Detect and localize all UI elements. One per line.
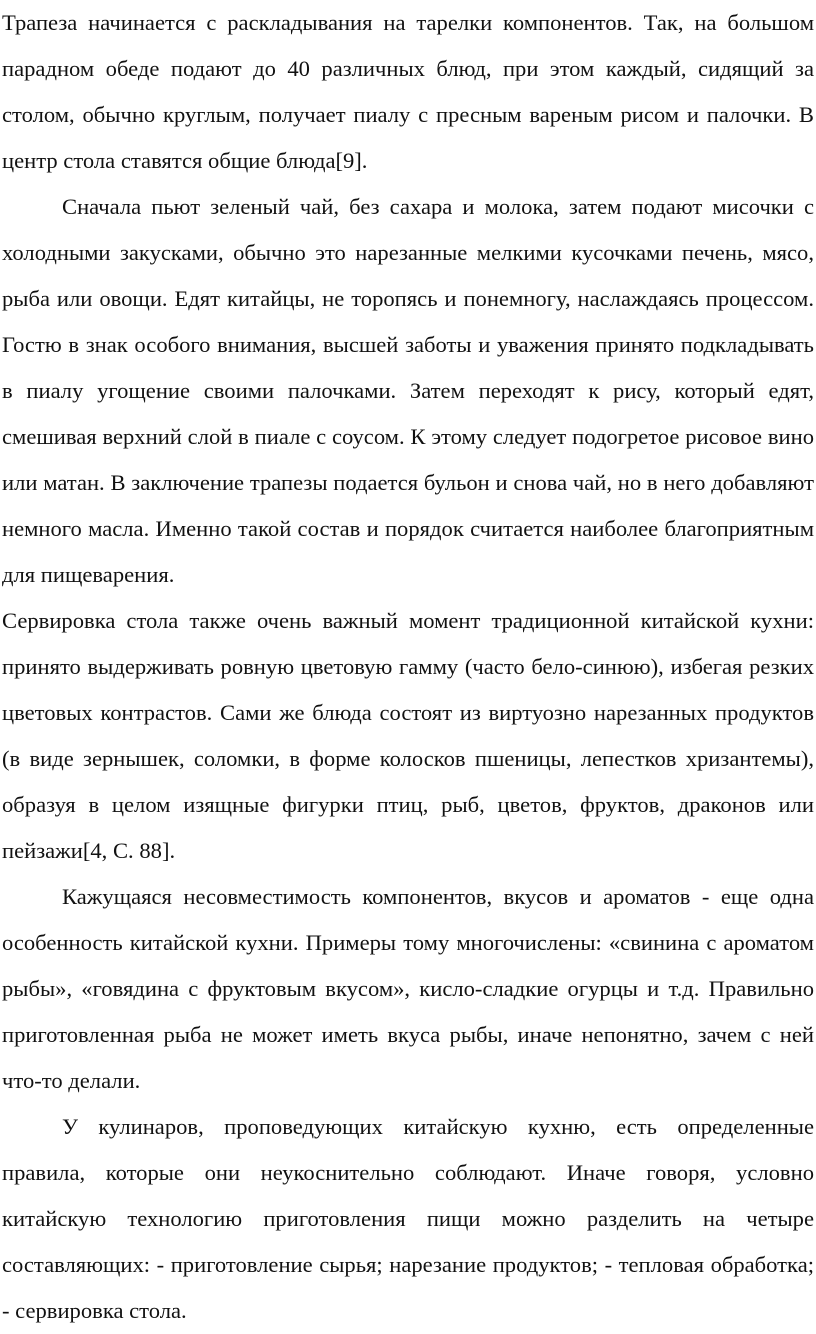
paragraph-meal-order: Трапеза начинается с раскладывания на тарелки компонентов. Так, на большом парадном обеде подают до 40 различных блюд, при этом каждый, сидящий за столом, обычно круглым, получает пиалу с пресным вареным рисом и палочки. В центр стола ставятся общие блюда[9]. [2, 10, 814, 173]
paragraph-cooking-rules: У кулинаров, проповедующих китайскую кухню, есть определенные правила, которые они неукоснительно соблюдают. Иначе говоря, условно китайскую технологию приготовления пищи можно разделить на четыре составляющих: - приготовление сырья; нарезание продуктов; - тепловая обработка; - сервировка стола. [2, 1114, 814, 1323]
paragraph-table-setting: Сервировка стола также очень важный момент традиционной китайской кухни: принято выдерживать ровную цветовую гамму (часто бело-синюю), избегая резких цветовых контрастов. Сами же блюда состоят из виртуозно нарезанных продуктов (в виде зернышек, соломки, в форме колосков пшеницы, лепестков хризантемы), образуя в целом изящные фигурки птиц, рыб, цветов, фруктов, драконов или пейзажи[4, С. 88]. [2, 608, 814, 863]
paragraph-tea-and-rice: Сначала пьют зеленый чай, без сахара и молока, затем подают мисочки с холодными закусками, обычно это нарезанные мелкими кусочками печень, мясо, рыба или овощи. Едят китайцы, не торопясь и понемногу, наслаждаясь процессом. Гостю в знак особого внимания, высшей заботы и уважения принято подкладывать в пиалу угощение своими палочками. Затем переходят к рису, который едят, смешивая верхний слой в пиале с соусом. К этому следует подогретое рисовое вино или матан. В заключение трапезы подается бульон и снова чай, но в него добавляют немного масла. Именно такой состав и порядок считается наиболее благоприятным для пищеварения. [2, 194, 814, 587]
paragraph-incompatibility: Кажущаяся несовместимость компонентов, вкусов и ароматов - еще одна особенность китайской кухни. Примеры тому многочислены: «свинина с ароматом рыбы», «говядина с фруктовым вкусом», кисло-сладкие огурцы и т.д. Правильно приготовленная рыба не может иметь вкуса рыбы, иначе непонятно, зачем с ней что-то делали. [2, 884, 814, 1093]
